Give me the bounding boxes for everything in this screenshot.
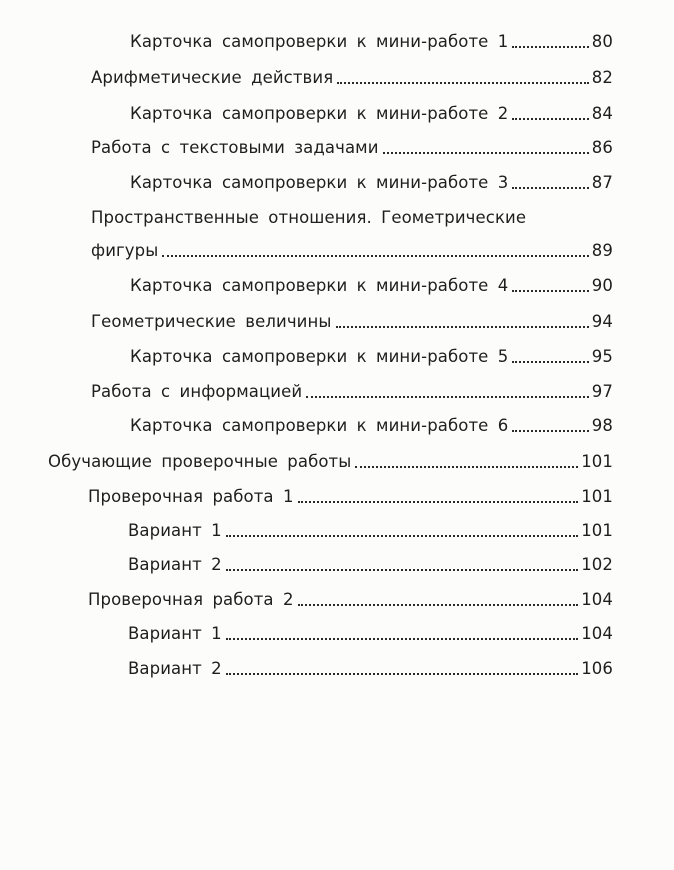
toc-entry-title: Карточка самопроверки к мини-работе 2	[130, 104, 509, 123]
toc-entry-title: Карточка самопроверки к мини-работе 4	[130, 276, 509, 295]
toc-entry-page: 101	[581, 452, 613, 471]
toc-entry	[128, 616, 613, 644]
dot-leader	[226, 569, 578, 571]
dot-leader	[337, 82, 589, 84]
toc-entry-title: Вариант 1	[128, 521, 222, 540]
toc-entry	[130, 96, 613, 124]
toc-entry-page: 82	[591, 68, 613, 87]
toc-entry	[91, 130, 613, 158]
toc-entry-title: Карточка самопроверки к мини-работе 5	[130, 347, 509, 366]
dot-leader	[298, 501, 579, 503]
toc-entry-page: 87	[591, 173, 613, 192]
toc-entry-page: 80	[591, 32, 613, 51]
toc-entry-page: 98	[591, 416, 613, 435]
toc-entry-title: Вариант 2	[128, 659, 222, 678]
dot-leader	[512, 46, 588, 48]
toc-entry-title-line: Пространственные отношения. Геометрические	[91, 208, 527, 227]
toc-entry-page: 106	[581, 659, 613, 678]
toc-entry	[130, 165, 613, 193]
toc-entry-title: Арифметические действия	[91, 68, 334, 87]
toc-entry	[130, 339, 613, 367]
toc-entry-title: Вариант 1	[128, 624, 222, 643]
toc-entry-title: Обучающие проверочные работы	[48, 452, 352, 471]
toc-entry	[91, 304, 613, 332]
toc-entry-page: 104	[581, 590, 613, 609]
toc-entry	[91, 233, 613, 261]
toc-entry-page: 101	[581, 487, 613, 506]
toc-entry-page: 94	[591, 312, 613, 331]
toc-entry-title: Работа с информацией	[91, 382, 303, 401]
dot-leader	[336, 326, 589, 328]
dot-leader	[298, 604, 579, 606]
toc-entry-page: 90	[591, 276, 613, 295]
toc-entry-page: 84	[591, 104, 613, 123]
toc-entry-page: 89	[591, 241, 613, 260]
toc-entry-title: Проверочная работа 2	[88, 590, 294, 609]
toc-entry-page: 101	[581, 521, 613, 540]
dot-leader	[512, 430, 588, 432]
toc-entry	[128, 651, 613, 679]
dot-leader	[226, 638, 578, 640]
toc-entry-title: Работа с текстовыми задачами	[91, 138, 379, 157]
toc-entry-title: Проверочная работа 1	[88, 487, 294, 506]
toc-entry-title: Карточка самопроверки к мини-работе 1	[130, 32, 509, 51]
dot-leader	[306, 396, 589, 398]
toc-entry	[130, 408, 613, 436]
toc-entry	[88, 582, 613, 610]
toc-entry-title: Карточка самопроверки к мини-работе 6	[130, 416, 509, 435]
toc-entry-title: фигуры	[91, 241, 159, 260]
toc-entry-title: Вариант 2	[128, 555, 222, 574]
toc-entry	[128, 513, 613, 541]
toc-entry-title: Геометрические величины	[91, 312, 332, 331]
toc-entry	[48, 444, 613, 472]
dot-leader	[226, 535, 578, 537]
toc-entry-page: 104	[581, 624, 613, 643]
dot-leader	[512, 290, 588, 292]
dot-leader	[512, 361, 588, 363]
toc-entry	[91, 60, 613, 88]
toc-entry-page: 95	[591, 347, 613, 366]
toc-entry	[128, 547, 613, 575]
toc-entry	[130, 268, 613, 296]
toc-entry	[91, 374, 613, 402]
dot-leader	[355, 466, 578, 468]
dot-leader	[226, 673, 578, 675]
toc-entry-page: 97	[591, 382, 613, 401]
dot-leader	[162, 255, 588, 257]
toc-entry-page: 86	[591, 138, 613, 157]
toc-entry-page: 102	[581, 555, 613, 574]
dot-leader	[383, 152, 589, 154]
toc-entry	[88, 479, 613, 507]
dot-leader	[512, 118, 588, 120]
toc-entry	[130, 24, 613, 52]
dot-leader	[512, 187, 588, 189]
toc-entry-title: Карточка самопроверки к мини-работе 3	[130, 173, 509, 192]
